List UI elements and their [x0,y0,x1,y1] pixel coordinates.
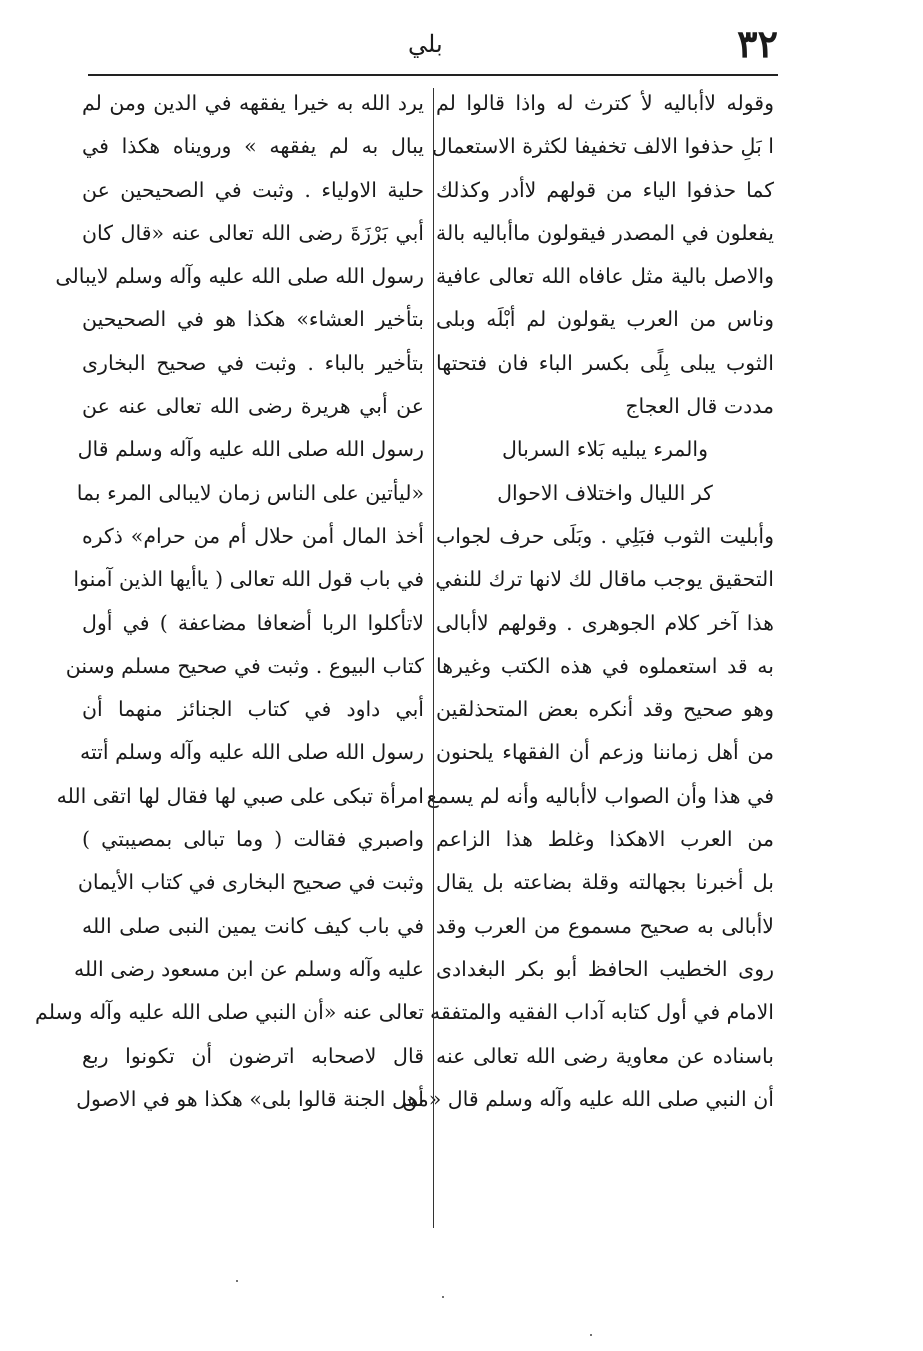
running-head: بلي [408,30,443,58]
right-column-line: وأبليت الثوب فبَلِي . وبَلَى حرف لجواب [436,523,774,548]
left-column-line: أهل الجنة قالوا بلى» هكذا هو في الاصول [76,1086,424,1111]
right-column-line: ا بَلِ حذفوا الالف تخفيفا لكثرة الاستعمال [432,134,774,159]
right-column-line: روى الخطيب الحافظ أبو بكر البغدادى [436,956,774,981]
header-rule [88,74,778,76]
page-header [88,18,778,70]
right-column-line: هذا آخر كلام الجوهرى . وقولهم لاأبالى [436,610,774,635]
left-column-line: أخذ المال أمن حلال أم من حرام» ذكره [82,523,424,548]
page-number: ٣٢ [737,21,778,66]
left-column-line: وثبت في صحيح البخارى في كتاب الأيمان [77,870,424,895]
right-column-line: كما حذفوا الياء من قولهم لاأدر وكذلك [436,177,774,202]
left-column-line: في باب قول الله تعالى ( ياأيها الذين آمنوا [73,567,424,592]
left-column-line: حلية الاولياء . وثبت في الصحيحين عن [82,177,424,202]
left-column-line: واصبري فقالت ( وما تبالى بمصيبتي ) [82,827,424,852]
right-column-line: وناس من العرب يقولون لم أبْلَه وبلى [436,307,774,332]
left-column-line: رسول الله صلى الله عليه وآله وسلم قال [77,437,424,462]
left-column-line: عليه وآله وسلم عن ابن مسعود رضى الله [74,956,424,981]
right-column-line: وهو صحيح وقد أنكره بعض المتحذلقين [436,697,774,722]
right-column-line: به قد استعملوه في هذه الكتب وغيرها [436,653,774,678]
scan-speck [236,1280,238,1282]
right-column-line: في هذا وأن الصواب لاأباليه وأنه لم يسمع [426,783,774,808]
right-column-line: يفعلون في المصدر فيقولون ماأباليه بالة [436,220,774,245]
right-column-line: أن النبي صلى الله عليه وآله وسلم قال «من [402,1086,774,1111]
left-column-line: أبي داود في كتاب الجنائز منهما أن [82,697,424,722]
right-column-line: بل أخبرنا بجهالته وقلة بضاعته بل يقال [436,870,774,895]
column-divider [433,88,434,1228]
right-column-line: من أهل زماننا وزعم أن الفقهاء يلحنون [436,740,774,765]
right-column-line: كر الليال واختلاف الاحوال [497,480,713,505]
right-column-line: التحقيق يوجب ماقال لك لانها ترك للنفي [435,567,774,592]
scan-speck [590,1334,592,1336]
right-column-line: والاصل بالية مثل عافاه الله تعالى عافية [436,264,774,289]
left-column-line: يرد الله به خيرا يفقهه في الدين ومن لم [82,91,424,115]
left-column [35,82,424,1121]
left-column-line: بتأخير بالباء . وثبت في صحيح البخارى [82,350,424,375]
left-column-line: رسول الله صلى الله عليه وآله وسلم أتته [79,740,424,765]
left-column-line: تعالى عنه «أن النبي صلى الله عليه وآله وسلم [35,1000,424,1025]
scan-speck [442,1296,444,1298]
right-column-line: لاأبالى به صحيح مسموع من العرب وقد [436,913,774,938]
left-column-line: أبي بَرْزَةَ رضى الله تعالى عنه «قال كان [82,220,424,245]
right-column-line: من العرب الاهكذا وغلط هذا الزاعم [436,827,774,852]
left-column-line: عن أبي هريرة رضى الله تعالى عنه عن [82,394,424,419]
left-column-line: بتأخير العشاء» هكذا هو في الصحيحين [82,307,424,332]
left-column-line: امرأة تبكى على صبي لها فقال لها اتقى الله [56,783,424,808]
right-column-line: باسناده عن معاوية رضى الله تعالى عنه [436,1043,774,1068]
left-column-line: رسول الله صلى الله عليه وآله وسلم لايبالى [55,264,424,289]
right-column-line: الثوب يبلى بِلًى بكسر الباء فان فتحتها [436,350,774,375]
left-column-line: قال لاصحابه اترضون أن تكونوا ربع [82,1043,424,1068]
right-column [402,82,774,1121]
right-column-line: والمرء يبليه بَلاء السربال [501,437,708,462]
right-column-line: الامام في أول كتابه آداب الفقيه والمتفقه [430,1000,774,1025]
left-column-line: «ليأتين على الناس زمان لايبالى المرء بما [76,480,424,505]
right-column-line: مددت قال العجاج [625,394,774,419]
left-column-line: يبال به لم يفقهه » ورويناه هكذا في [82,134,424,159]
left-column-line: كتاب البيوع . وثبت في صحيح مسلم وسنن [65,653,424,678]
left-column-line: في باب كيف كانت يمين النبى صلى الله [82,913,424,938]
left-column-line: لاتأكلوا الربا أضعافا مضاعفة ) في أول [82,610,424,635]
right-column-line: وقوله لاأباليه لأ كترث له واذا قالوا لم [436,91,774,115]
